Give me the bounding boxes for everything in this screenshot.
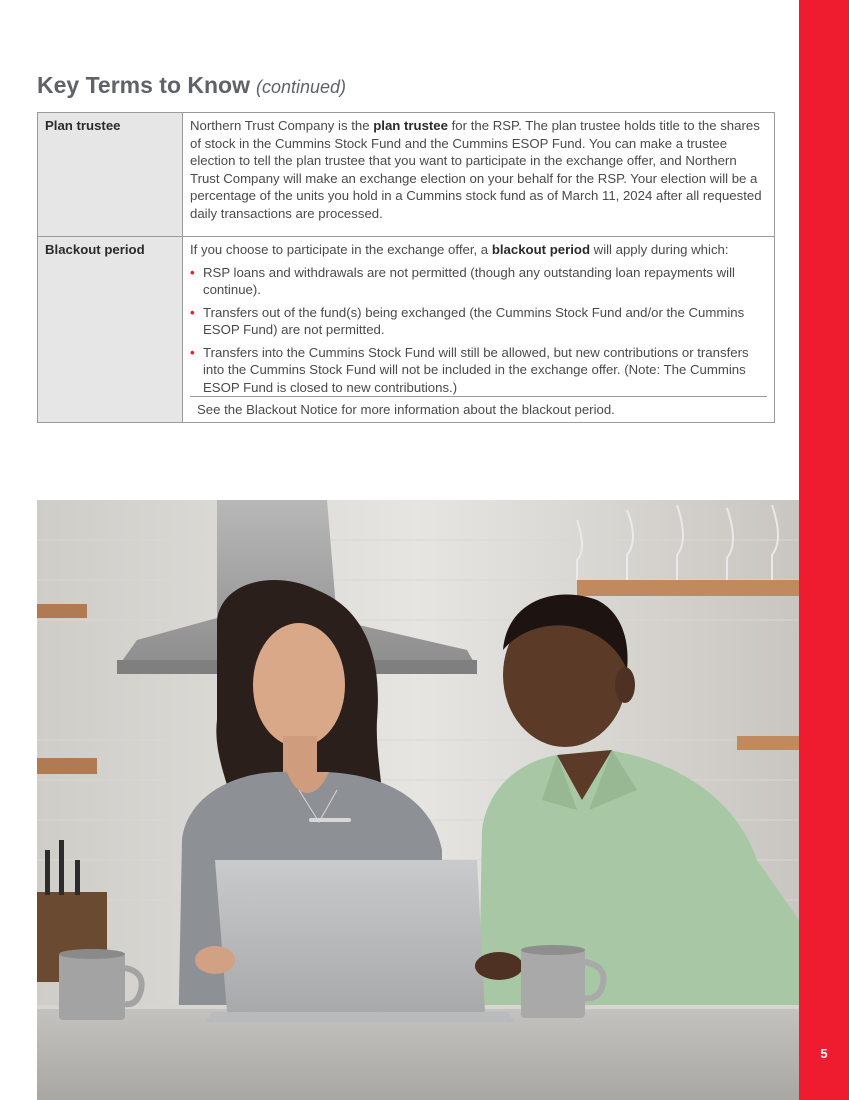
definition-text: If you choose to participate in the exchange offer, a [190, 242, 492, 257]
term-definition [183, 237, 775, 423]
definition-text: Northern Trust Company is the [190, 118, 374, 133]
definition-keyword: blackout period [491, 242, 590, 257]
page-number: 5 [820, 1046, 828, 1061]
definition-keyword: plan trustee [373, 118, 448, 133]
definition-text: will apply during which: [590, 242, 729, 257]
table-row [38, 113, 775, 237]
definition-text: for the RSP. The plan trustee holds title to the shares of stock in the Cummins Stock Fund and the Cummins ESOP Fund. You can make a trustee election to tell the plan trustee that you want to participate in the exchange offer, and Northern Trust Company will make an exchange election on your behalf for the RSP. Your election will be a percentage of the units you hold in a Cummins stock fund as of March 11, 2024 after all requested daily transactions are processed. [190, 118, 762, 221]
definition-intro [190, 241, 767, 259]
page-title-text: Key Terms to Know [37, 72, 250, 98]
bullet-text: Transfers out of the fund(s) being exchanged (the Cummins Stock Fund and/or the Cummins ESOP Fund) are not permitted. [203, 304, 745, 337]
list-item [190, 264, 767, 299]
bullet-icon: • [190, 264, 195, 280]
term-definition [183, 113, 775, 237]
term-label: Blackout period [38, 237, 183, 423]
term-label: Plan trustee [38, 113, 183, 237]
list-item [190, 304, 767, 339]
couple-laptop-photo [37, 500, 799, 1100]
page-title [37, 72, 346, 99]
bullet-icon: • [190, 344, 195, 360]
list-item [190, 344, 767, 397]
page-title-continued: (continued) [256, 77, 347, 97]
side-accent-bar [799, 0, 849, 1100]
bullet-text: RSP loans and withdrawals are not permitted (though any outstanding loan repayments will continue). [203, 264, 735, 297]
table-row [38, 237, 775, 423]
definition-footer: See the Blackout Notice for more information about the blackout period. [190, 396, 767, 419]
bullet-text: Transfers into the Cummins Stock Fund will still be allowed, but new contributions or transfers into the Cummins Stock Fund will not be included in the exchange offer. (Note: The Cummins ESOP Fund is closed to new contributions.) [203, 344, 749, 395]
bullet-icon: • [190, 304, 195, 320]
bullet-list [190, 264, 767, 397]
key-terms-table [37, 112, 775, 423]
